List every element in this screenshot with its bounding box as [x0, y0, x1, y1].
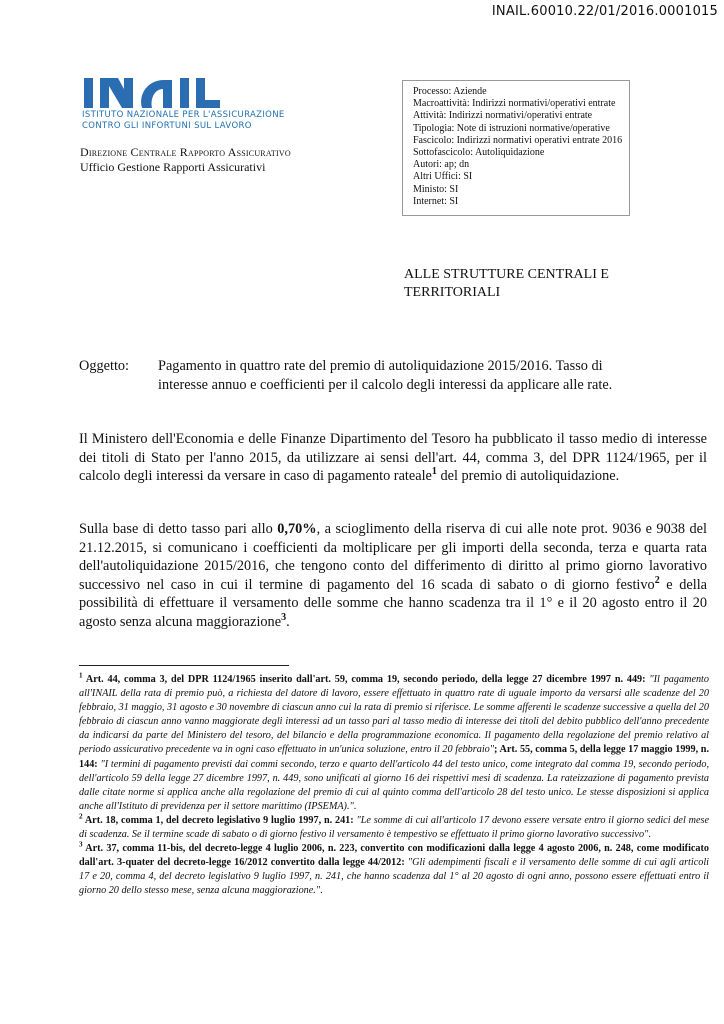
- footnote-1-citation-2: ; Art. 55, comma 5, della legge 17 maggio 1999, n. 144:: [79, 744, 709, 770]
- footnote-1: [79, 673, 709, 814]
- metadata-box: [402, 80, 630, 216]
- protocol-number: INAIL.60010.22/01/2016.0001015: [491, 4, 718, 19]
- p2-part-a: Sulla base di detto tasso pari allo: [79, 521, 278, 537]
- meta-processo: Processo: Aziende: [413, 86, 487, 97]
- footnote-divider: [79, 665, 289, 666]
- logo-subtitle-line1: ISTITUTO NAZIONALE PER L'ASSICURAZIONE: [82, 110, 285, 120]
- footnote-2-number: 2: [79, 812, 83, 821]
- logo-subtitle-line2: CONTRO GLI INFORTUNI SUL LAVORO: [82, 121, 252, 131]
- recipient-line2: TERRITORIALI: [404, 285, 501, 300]
- meta-ministero: Ministo: SI: [413, 183, 459, 195]
- footnote-3-end: .: [320, 885, 323, 897]
- inail-wordmark: [82, 76, 232, 110]
- meta-macroattivita: Macroattività: Indirizzi normativi/operativi entrate: [413, 98, 616, 110]
- p1-tail: del premio di autoliquidazione.: [436, 468, 620, 484]
- meta-altri-uffici: Altri Uffici: SI: [413, 171, 473, 183]
- footnote-2-citation: Art. 18, comma 1, del decreto legislativo 9 luglio 1997, n. 241:: [82, 814, 357, 826]
- sender-block: [80, 145, 291, 175]
- subject-label: Oggetto:: [79, 358, 130, 374]
- body-paragraph-2: [79, 520, 707, 631]
- subject-line2: interesse annuo e coefficienti per il calcolo degli interessi da applicare alle rate.: [158, 376, 613, 393]
- footnote-3-citation: Art. 37, comma 11-bis, del decreto-legge 4 luglio 2006, n. 223, convertito con modificazioni dalla legge 4 agosto 2006, n. 248, come modificato dall'art. 3-quater del decreto-legge 16/2012 convertito dalla legge 44/2012:: [79, 843, 709, 869]
- footnote-2-quote: "Le somme di cui all'articolo 17 devono essere versate entro il giorno sedici del mese di scadenza. Se il termine scade di sabato o di giorno festivo il versamento è tempestivo se effettuato il primo giorno lavorativo successivo": [79, 814, 709, 841]
- recipient-block: [404, 266, 664, 302]
- footnote-ref-2: 2: [654, 574, 660, 586]
- footnote-ref-1: 1: [431, 466, 437, 478]
- footnote-1-quote-2: "I termini di pagamento previsti dai commi secondo, terzo e quarto dell'articolo 44 del testo unico, come integrato dal comma 19, secondo periodo, dell'articolo 59 della legge 27 dicembre 1997, n. 449, sono unificati al giorno 16 dei rispettivi mesi di scadenza. La rateizzazione di pagamento prevista dalle citate norme si applica anche alla regolazione del premio di cui al quinto comma dell'articolo 28 del testo unico. Le stesse disposizioni si applica anche all'Istituto di previdenza per il settore marittimo (IPSEMA).": [79, 758, 709, 812]
- meta-internet: Internet: SI: [413, 195, 459, 207]
- meta-tipologia: Tipologia: Note di istruzioni normative/operative: [413, 122, 610, 134]
- meta-attivita: Attività: Indirizzi normativi/operativi entrate: [413, 110, 593, 122]
- footnotes: [79, 673, 709, 899]
- interest-rate: 0,70%: [277, 521, 317, 537]
- footnote-3: [79, 842, 709, 898]
- body-paragraph-1: [79, 430, 707, 486]
- footnote-ref-3: 3: [281, 611, 287, 623]
- meta-sottofascicolo: Sottofascicolo: Autoliquidazione: [413, 147, 545, 159]
- meta-fascicolo: Fascicolo: Indirizzi normativi operativi entrate 2016: [413, 134, 623, 146]
- p2-part-b: , a scioglimento della riserva di cui alle note prot. 9036 e 9038 del 21.12.2015, si comunicano i coefficienti da moltiplicare per gli importi della seconda, terza e quarta rata dell'autoliquidazione 2015/2016, che tengono conto del differimento di diritto al primo giorno lavorativo successivo nel caso in cui il termine di pagamento del 16 scada di sabato o di giorno festivo: [79, 521, 707, 593]
- footnote-1-quote: "Il pagamento all'INAIL della rata di premio può, a richiesta del datore di lavoro, essere effettuato in quattro rate di uguale importo da versarsi alle scadenze del 20 febbraio, 31 maggio, 31 agosto e 30 novembre di ciascun anno cui la rata di premio si riferisce. Le somme afferenti le scadenze successive a quella del 20 febbraio di ciascun anno vanno maggiorate degli interessi ad un tasso pari al tasso medio di interesse dei titoli del debito pubblico dell'anno precedente da indicarsi da parte del Ministero del tesoro, del bilancio e della programmazione economica. Il pagamento della regolazione del premio relativo al periodo assicurativo precedente va in ogni caso effettuato in un'unica soluzione, entro il 20 febbraio": [79, 674, 709, 756]
- subject-block: [79, 357, 709, 394]
- footnote-1-number: 1: [79, 671, 83, 680]
- p2-part-d: .: [286, 613, 290, 630]
- recipient-line1: ALLE STRUTTURE CENTRALI E: [404, 267, 609, 282]
- sender-office: Ufficio Gestione Rapporti Assicurativi: [80, 160, 266, 174]
- footnote-1-citation: Art. 44, comma 3, del DPR 1124/1965 inserito dall'art. 59, comma 19, secondo periodo, della legge 27 dicembre 1997 n. 449:: [82, 674, 650, 685]
- footnote-2-end: .: [648, 829, 651, 841]
- sender-direction: Direzione Centrale Rapporto Assicurativo: [80, 145, 291, 159]
- inail-logo: [82, 76, 322, 132]
- meta-autori: Autori: ap; dn: [413, 159, 470, 171]
- p2-part-c: e della possibilità di effettuare il versamento delle somme che hanno scadenza tra il 1° e il 20 agosto entro il 20 agosto senza alcuna maggiorazione: [79, 576, 708, 630]
- p1-text: Il Ministero dell'Economia e delle Finanze Dipartimento del Tesoro ha pubblicato il tasso medio di interesse dei titoli di Stato per l'anno 2015, da utilizzare ai sensi dell'art. 44, comma 3, del DPR 1124/1965, per il calcolo degli interessi da versare in caso di pagamento rateale: [79, 431, 707, 484]
- subject-line1: Pagamento in quattro rate del premio di autoliquidazione 2015/2016. Tasso di: [158, 358, 603, 374]
- footnote-2: [79, 814, 709, 842]
- footnote-3-quote: "Gli adempimenti fiscali e il versamento delle somme di cui agli articoli 17 e 20, comma 4, del decreto legislativo 9 luglio 1997, n. 241, che hanno scadenza dal 1° al 20 agosto di ogni anno, possono essere effettuati entro il giorno 20 dello stesso mese, senza alcuna maggiorazione.": [79, 857, 709, 897]
- footnote-1-end: .: [353, 800, 357, 812]
- footnote-3-number: 3: [79, 840, 83, 849]
